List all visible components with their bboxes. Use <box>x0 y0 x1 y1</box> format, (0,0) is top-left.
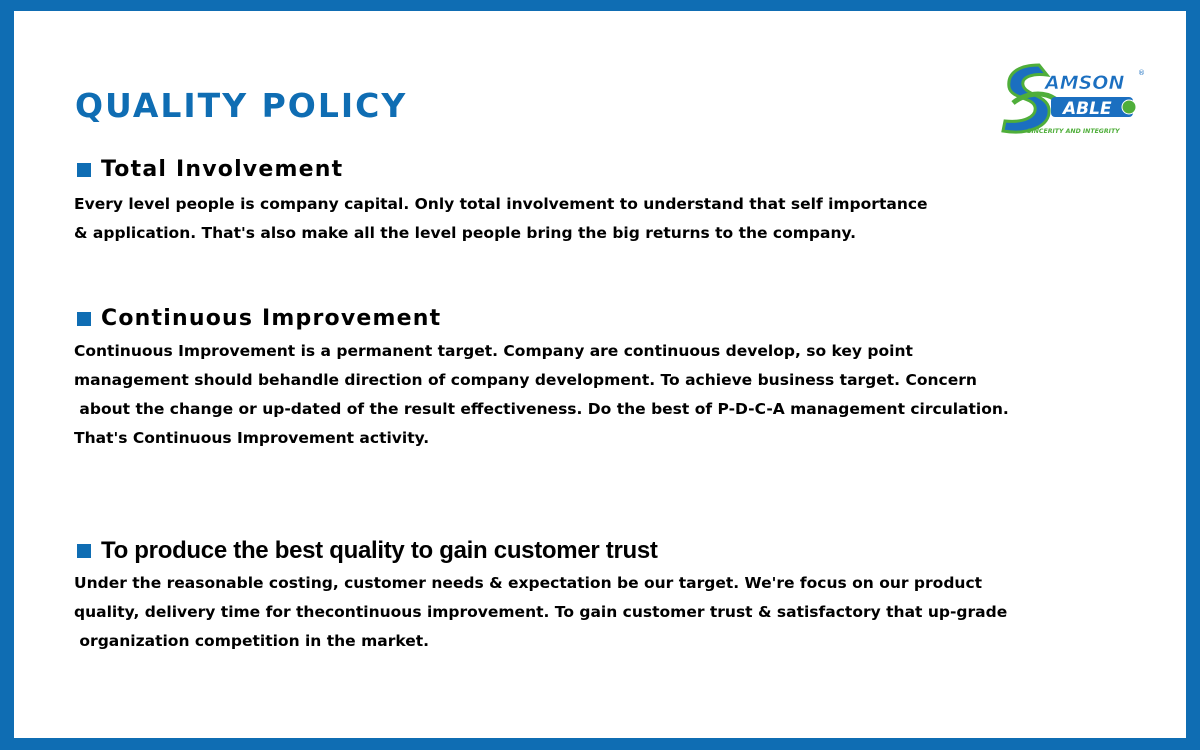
section-heading-text: Continuous Improvement <box>101 306 442 331</box>
logo-brand-top: AMSON <box>1045 72 1125 94</box>
section-body <box>74 569 1007 656</box>
section-heading <box>74 306 1009 331</box>
samson-cable-logo <box>999 59 1149 139</box>
content-frame <box>14 11 1186 738</box>
body-line: quality, delivery time for thecontinuous improvement. To gain customer trust & satisfactory that up-grade <box>74 603 1008 621</box>
logo-globe-icon <box>1122 100 1136 114</box>
section-body <box>74 190 928 248</box>
section-continuous-improvement <box>74 306 1009 453</box>
section-total-involvement <box>74 157 928 248</box>
logo-registered-mark: ® <box>1138 69 1145 77</box>
body-line: Every level people is company capital. Only total involvement to understand that self importance <box>74 195 928 213</box>
body-line: That's Continuous Improvement activity. <box>74 429 430 447</box>
section-body <box>74 337 1009 453</box>
section-heading-text: To produce the best quality to gain customer trust <box>101 537 658 564</box>
section-heading <box>74 537 1007 565</box>
body-line: about the change or up-dated of the result effectiveness. Do the best of P-D-C-A management circulation. <box>74 400 1009 418</box>
section-heading <box>74 157 928 182</box>
body-line: Continuous Improvement is a permanent target. Company are continuous develop, so key point <box>74 342 913 360</box>
square-bullet-icon <box>77 163 91 177</box>
logo-tagline: SINCERITY AND INTEGRITY <box>1027 128 1120 135</box>
body-line: & application. That's also make all the level people bring the big returns to the company. <box>74 224 857 242</box>
page-title: QUALITY POLICY <box>75 86 408 125</box>
section-heading-text: Total Involvement <box>101 157 344 182</box>
body-line: management should behandle direction of company development. To achieve business target. Concern <box>74 371 977 389</box>
square-bullet-icon <box>77 544 91 558</box>
logo-brand-bottom: ABLE <box>1063 99 1112 119</box>
section-customer-trust <box>74 537 1007 656</box>
body-line: Under the reasonable costing, customer needs & expectation be our target. We're focus on our product <box>74 574 983 592</box>
square-bullet-icon <box>77 312 91 326</box>
logo-s-mark <box>1003 65 1049 132</box>
body-line: organization competition in the market. <box>74 632 430 650</box>
